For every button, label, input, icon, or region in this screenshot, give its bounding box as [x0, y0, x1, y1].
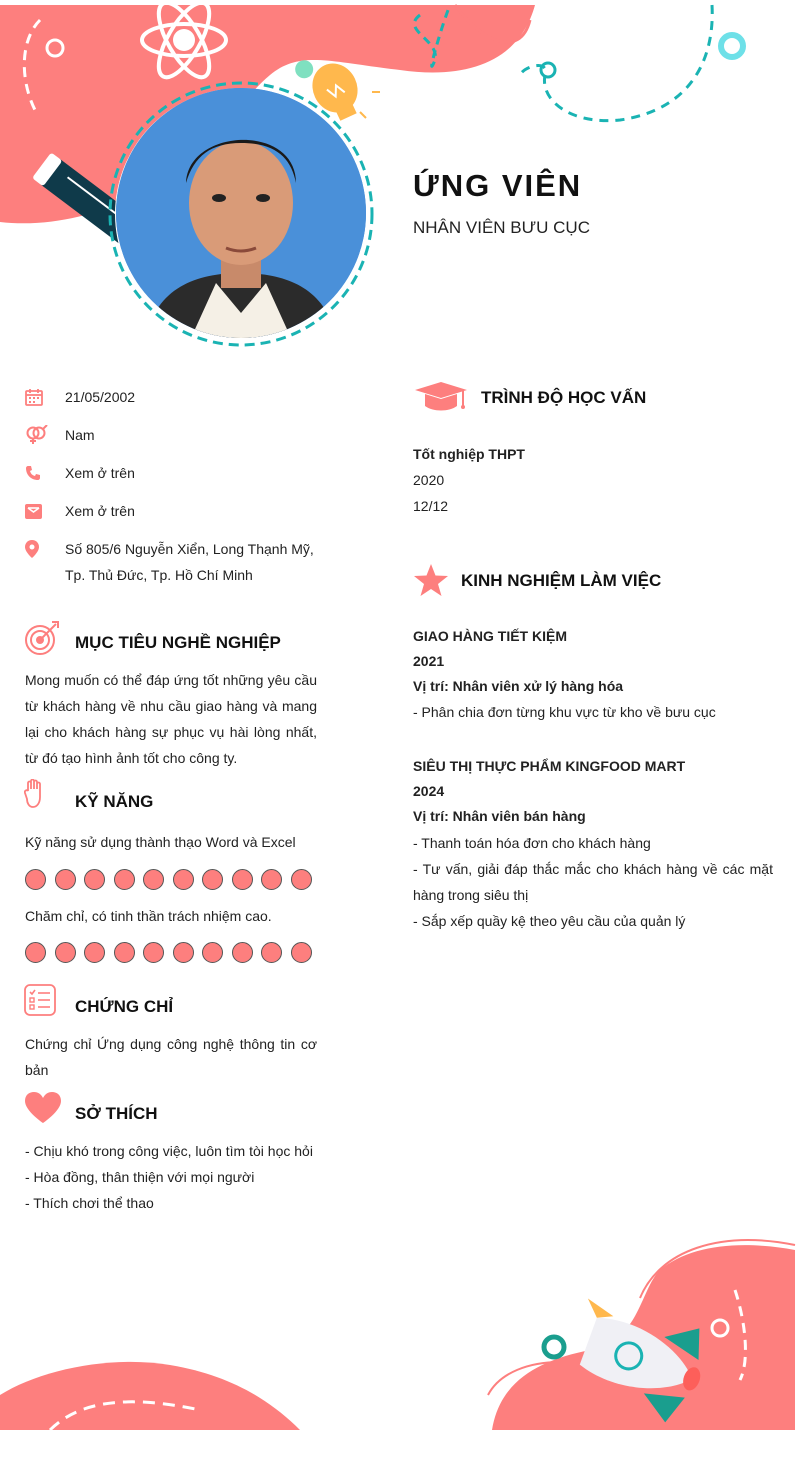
- phone-icon: [25, 460, 55, 486]
- skill-dot: [173, 942, 194, 963]
- skill-dot: [202, 942, 223, 963]
- job-company: GIAO HÀNG TIẾT KIỆM: [413, 628, 567, 644]
- education-block: [413, 441, 773, 519]
- job-entry: [413, 754, 773, 934]
- star-icon: [413, 563, 449, 597]
- skills-title: KỸ NĂNG: [75, 792, 154, 811]
- job-company: SIÊU THỊ THỰC PHẨM KINGFOOD MART: [413, 758, 686, 774]
- certificates-text: Chứng chỉ Ứng dụng công nghệ thông tin cơ bản: [25, 1036, 317, 1078]
- job-entry: [413, 624, 773, 725]
- education-year: 2020: [413, 472, 445, 488]
- skill-dot: [25, 869, 46, 890]
- objective-text: Mong muốn có thể đáp ứng tốt những yêu cầu từ khách hàng về nhu cầu giao hàng và mang lại cho khách hàng sự phục vụ hài lòng nhất, từ đó tạo hình ảnh tốt cho công ty.: [25, 672, 317, 766]
- skill-dot: [143, 942, 164, 963]
- certificates-title: CHỨNG CHỈ: [75, 997, 174, 1016]
- experience-title: KINH NGHIỆM LÀM VIỆC: [461, 571, 662, 590]
- checklist-icon: [24, 984, 58, 1018]
- job-duty: - Tư vấn, giải đáp thắc mắc cho khách hàng về các mặt hàng trong siêu thị: [413, 861, 773, 903]
- phone-text: Xem ở trên: [65, 465, 135, 481]
- hobby-item: - Hòa đồng, thân thiện với mọi người: [25, 1169, 255, 1185]
- education-degree: Tốt nghiệp THPT: [413, 446, 525, 462]
- skill-dot: [84, 869, 105, 890]
- job-duty: - Thanh toán hóa đơn cho khách hàng: [413, 835, 651, 851]
- skill-dot: [25, 942, 46, 963]
- contact-birthday: [25, 384, 325, 410]
- skill-dot: [202, 869, 223, 890]
- hobbies-list: [25, 1138, 325, 1216]
- job-year: 2021: [413, 653, 445, 669]
- skill-dot: [232, 942, 253, 963]
- skill-dot: [143, 869, 164, 890]
- hobby-item: - Chịu khó trong công việc, luôn tìm tòi học hỏi: [25, 1143, 313, 1159]
- hobby-item: - Thích chơi thể thao: [25, 1195, 154, 1211]
- skill-dot: [291, 869, 312, 890]
- birthday-text: 21/05/2002: [65, 389, 136, 405]
- location-pin-icon: [25, 536, 55, 562]
- contact-phone: [25, 460, 325, 486]
- contact-email: [25, 498, 325, 524]
- skill-dot: [114, 869, 135, 890]
- skill-dot: [261, 869, 282, 890]
- skill-label: Chăm chỉ, có tinh thần trách nhiệm cao.: [25, 908, 272, 924]
- hobbies-title: SỞ THÍCH: [75, 1104, 158, 1123]
- target-icon: [24, 620, 60, 656]
- skill-dot: [232, 869, 253, 890]
- job-position: Vị trí: Nhân viên xử lý hàng hóa: [413, 678, 624, 694]
- profile-photo: [116, 88, 366, 338]
- skill-rating: [25, 869, 312, 890]
- skill-dot: [173, 869, 194, 890]
- education-title: TRÌNH ĐỘ HỌC VẤN: [481, 388, 647, 407]
- gender-icon: [25, 422, 55, 448]
- gender-text: Nam: [65, 427, 95, 443]
- bottom-left-blob: [0, 1362, 300, 1430]
- email-text: Xem ở trên: [65, 503, 135, 519]
- skill-rating: [25, 942, 312, 963]
- skill-label: Kỹ năng sử dụng thành thạo Word và Excel: [25, 834, 296, 850]
- objective-title: MỤC TIÊU NGHỀ NGHIỆP: [75, 633, 281, 652]
- candidate-name: ỨNG VIÊN: [413, 168, 583, 203]
- email-icon: [25, 498, 55, 524]
- address-text: Số 805/6 Nguyễn Xiển, Long Thạnh Mỹ, Tp. Thủ Đức, Tp. Hồ Chí Minh: [65, 541, 314, 583]
- contact-address: [25, 536, 325, 588]
- skill-dot: [55, 869, 76, 890]
- skill-dot: [55, 942, 76, 963]
- skill-dot: [261, 942, 282, 963]
- graduation-cap-icon: [413, 380, 469, 414]
- skill-dot: [84, 942, 105, 963]
- job-position: Vị trí: Nhân viên bán hàng: [413, 808, 586, 824]
- job-duty: - Sắp xếp quầy kệ theo yêu cầu của quản lý: [413, 913, 686, 929]
- skill-dot: [291, 942, 312, 963]
- hand-icon: [24, 779, 48, 811]
- heart-icon: [24, 1091, 62, 1125]
- job-duty: - Phân chia đơn từng khu vực từ kho về bưu cục: [413, 704, 716, 720]
- job-year: 2024: [413, 783, 445, 799]
- candidate-role: NHÂN VIÊN BƯU CỤC: [413, 218, 590, 237]
- education-grade: 12/12: [413, 498, 449, 514]
- calendar-icon: [25, 384, 55, 410]
- contact-gender: [25, 422, 325, 448]
- skill-dot: [114, 942, 135, 963]
